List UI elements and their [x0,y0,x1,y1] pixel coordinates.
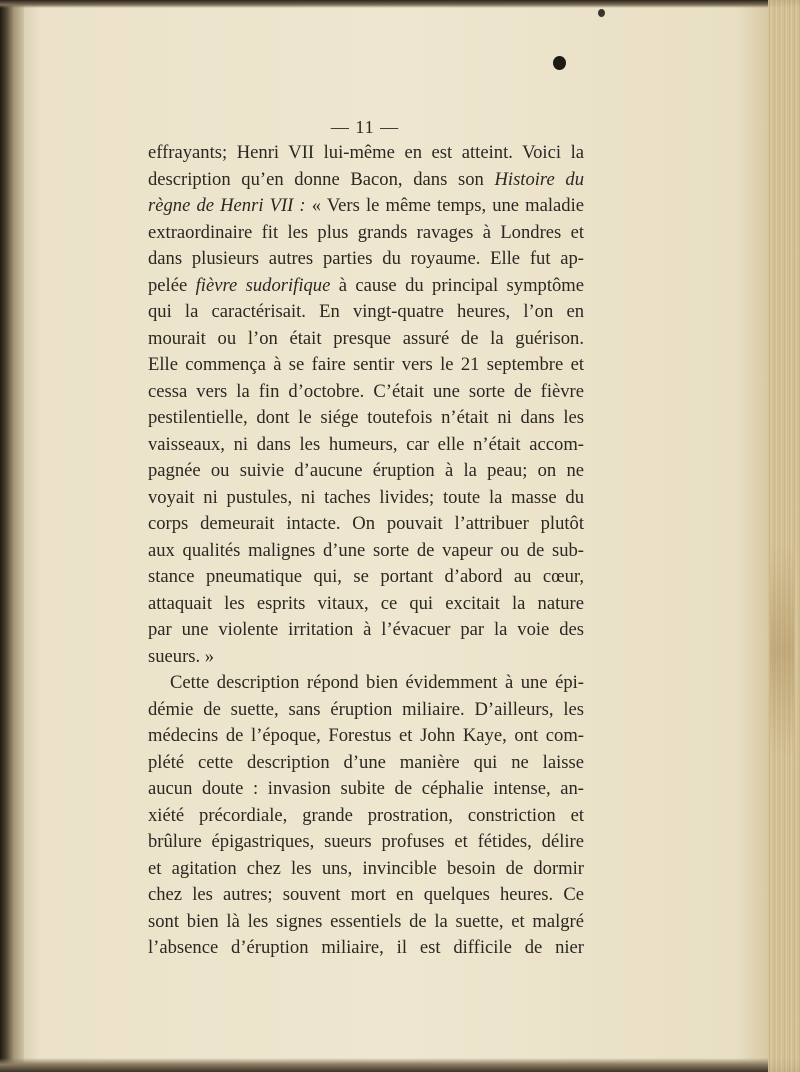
text-line [148,909,584,936]
line-text: pelée [148,274,196,296]
line-text: mourait ou l’on était presque assuré de la guérison. [148,327,584,349]
text-line [148,220,584,247]
line-text: extraordinaire fit les plus grands ravages à Londres et [148,221,584,243]
line-text: et agitation chez les uns, invincible besoin de dormir [148,857,584,879]
text-line [148,273,584,300]
text-line [148,299,584,326]
text-line [148,856,584,883]
italic-title: règne de Henri VII : [148,195,306,216]
line-text: chez les autres; souvent mort en quelques heures. Ce [148,884,584,905]
text-line [148,723,584,750]
text-line [148,352,584,379]
text-line [148,564,584,591]
page-top-edge [0,0,800,8]
line-text: pagnée ou suivie d’aucune éruption à la peau; on ne [148,460,584,481]
italic-title: Histoire du [494,168,584,190]
paper-stain [770,540,794,760]
text-line [148,882,584,909]
text-line [148,829,584,856]
body-text [148,140,584,962]
line-text: plété cette description d’une manière qui ne laisse [148,751,584,773]
text-line [148,750,584,777]
line-text: cessa vers la fin d’octobre. C’était une sorte de fièvre [148,380,584,402]
line-text: corps demeurait intacte. On pouvait l’attribuer plutôt [148,513,584,534]
line-text: dans plusieurs autres parties du royaume. Elle fut ap- [148,248,584,269]
line-text: brûlure épigastriques, sueurs profuses et fétides, délire [148,831,584,852]
text-line [148,538,584,565]
punch-hole-small [598,9,605,17]
line-text: voyait ni pustules, ni taches livides; toute la masse du [148,486,584,508]
line-text: effrayants; Henri VII lui-même en est atteint. Voici la [148,142,584,163]
page-stack-edge [768,0,800,1072]
line-text: à cause du principal symptôme [330,274,585,296]
text-line [148,405,584,432]
text-line [148,803,584,830]
line-text: attaquait les esprits vitaux, ce qui excitait la nature [148,592,584,614]
text-line [148,379,584,406]
text-line [148,697,584,724]
line-text: sueurs. » [148,645,215,667]
text-line [148,776,584,803]
line-text: médecins de l’époque, Forestus et John Kaye, ont com- [148,725,584,746]
page-binding-shadow [0,0,24,1072]
line-text: stance pneumatique qui, se portant d’abord au cœur, [148,566,584,587]
text-line [148,140,584,167]
text-line [148,485,584,512]
page-number: — 11 — [330,117,400,137]
text-line [148,511,584,538]
line-text: Elle commença à se faire sentir vers le 21 septembre et [148,354,584,375]
line-text: xiété précordiale, grande prostration, constriction et [148,804,584,826]
text-line [148,193,584,220]
line-text: « Vers le même temps, une maladie [305,195,585,216]
text-line [148,670,584,697]
text-line [148,458,584,485]
line-text: démie de suette, sans éruption miliaire. D’ailleurs, les [148,698,584,720]
text-line [148,432,584,459]
line-text: par une violente irritation à l’évacuer par la voie des [148,619,584,640]
text-line [148,591,584,618]
line-text: qui la caractérisait. En vingt-quatre heures, l’on en [148,301,584,322]
text-line [148,644,584,671]
italic-title: fièvre sudorifique [195,274,331,296]
line-text: description qu’en donne Bacon, dans son [148,168,495,190]
text-line [148,326,584,353]
line-text: vaisseaux, ni dans les humeurs, car elle n’était accom- [148,433,584,455]
text-line [148,935,584,962]
line-text: l’absence d’éruption miliaire, il est difficile de nier [148,937,584,958]
punch-hole [553,56,566,70]
line-text: aux qualités malignes d’une sorte de vapeur ou de sub- [148,539,584,561]
line-text: pestilentielle, dont le siége toutefois n’était ni dans les [148,407,584,428]
text-line [148,167,584,194]
line-text: aucun doute : invasion subite de céphalie intense, an- [148,778,584,799]
page-bottom-edge [0,1058,800,1072]
text-line [148,617,584,644]
line-text: Cette description répond bien évidemment à une épi- [170,672,584,693]
line-text: sont bien là les signes essentiels de la suette, et malgré [148,910,584,932]
text-line [148,246,584,273]
